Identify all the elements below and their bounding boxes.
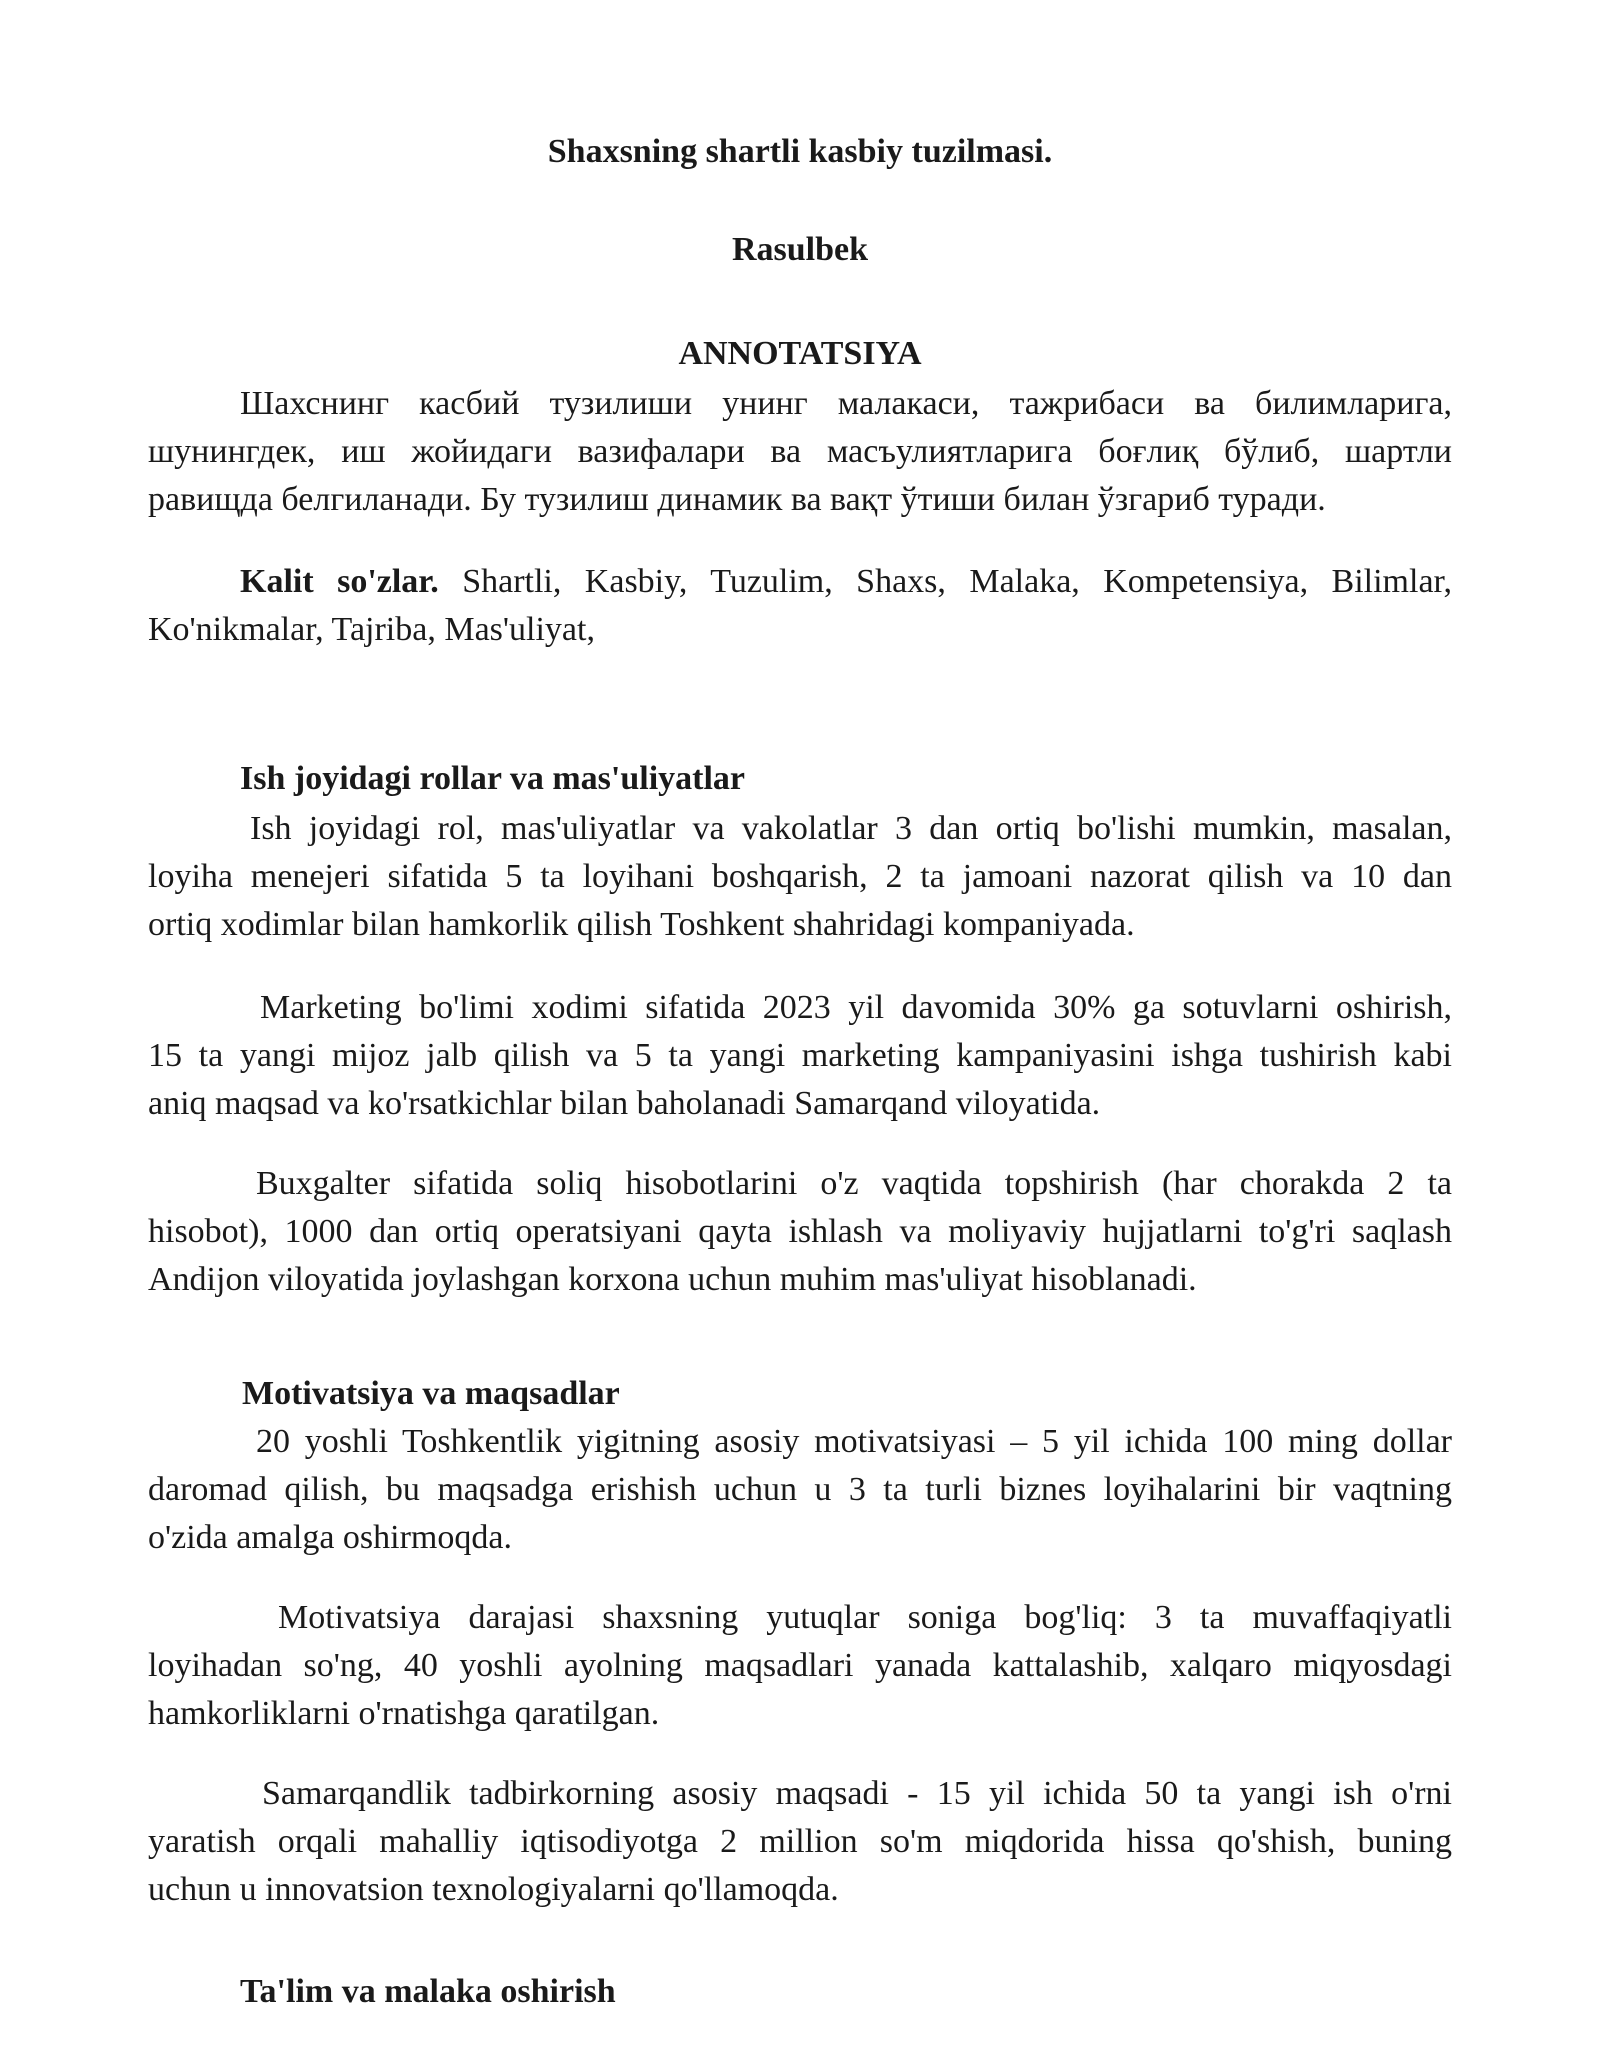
motivation-p3-line-1: Samarqandlik tadbirkorning asosiy maqsadi - 15 yil ichida 50 ta yangi ish o'rni [262, 1775, 1452, 1812]
document-title: Shaxsning shartli kasbiy tuzilmasi. [547, 133, 1053, 170]
motivation-p2-line-2: loyihadan so'ng, 40 yoshli ayolning maqsadlari yanada kattalashib, xalqaro miqyosdagi [148, 1647, 1452, 1684]
annotation-line-1: Шахснинг касбий тузилиши унинг малакаси, тажрибаси ва билимларига, [240, 385, 1452, 422]
roles-p2-line-3: aniq maqsad va ko'rsatkichlar bilan baholanadi Samarqand viloyatida. [148, 1085, 1101, 1122]
keywords-line-1 [240, 558, 1452, 606]
keywords-label: Kalit so'zlar. [240, 563, 439, 600]
roles-p1-line-2: loyiha menejeri sifatida 5 ta loyihani boshqarish, 2 ta jamoani nazorat qilish va 10 dan [148, 858, 1452, 895]
roles-p3-line-3: Andijon viloyatida joylashgan korxona uchun muhim mas'uliyat hisoblanadi. [148, 1261, 1197, 1298]
motivation-p3-line-2: yaratish orqali mahalliy iqtisodiyotga 2 million so'm miqdorida hissa qo'shish, buning [148, 1823, 1452, 1860]
motivation-p3-line-3: uchun u innovatsion texnologiyalarni qo'llamoqda. [148, 1871, 839, 1908]
motivation-p2-line-3: hamkorliklarni o'rnatishga qaratilgan. [148, 1695, 660, 1732]
section-heading-motivation: Motivatsiya va maqsadlar [242, 1375, 620, 1412]
motivation-p2-line-1: Motivatsiya darajasi shaxsning yutuqlar soniga bog'liq: 3 ta muvaffaqiyatli [278, 1599, 1452, 1636]
annotation-line-2: шунингдек, иш жойидаги вазифалари ва масъулиятларига боғлиқ бўлиб, шартли [148, 433, 1452, 470]
roles-p1-line-3: ortiq xodimlar bilan hamkorlik qilish Toshkent shahridagi kompaniyada. [148, 906, 1135, 943]
motivation-p1-line-1: 20 yoshli Toshkentlik yigitning asosiy motivatsiyasi – 5 yil ichida 100 ming dollar [256, 1423, 1452, 1460]
roles-p2-line-2: 15 ta yangi mijoz jalb qilish va 5 ta yangi marketing kampaniyasini ishga tushirish kabi [148, 1037, 1452, 1074]
section-heading-roles: Ish joyidagi rollar va mas'uliyatlar [240, 760, 746, 797]
roles-p3-line-2: hisobot), 1000 dan ortiq operatsiyani qayta ishlash va moliyaviy hujjatlarni to'g'ri saqlash [148, 1213, 1452, 1250]
author-name: Rasulbek [731, 231, 869, 268]
roles-p2-line-1: Marketing bo'limi xodimi sifatida 2023 yil davomida 30% ga sotuvlarni oshirish, [260, 989, 1452, 1026]
motivation-p1-line-2: daromad qilish, bu maqsadga erishish uchun u 3 ta turli biznes loyihalarini bir vaqtning [148, 1471, 1452, 1508]
roles-p3-line-1: Buxgalter sifatida soliq hisobotlarini o'z vaqtida topshirish (har chorakda 2 ta [256, 1165, 1452, 1202]
section-heading-education: Ta'lim va malaka oshirish [240, 1973, 616, 2010]
motivation-p1-line-3: o'zida amalga oshirmoqda. [148, 1519, 512, 1556]
annotation-heading: ANNOTATSIYA [678, 335, 922, 372]
annotation-line-3: равищда белгиланади. Бу тузилиш динамик ва вақт ўтиши билан ўзгариб туради. [148, 481, 1326, 518]
roles-p1-line-1: Ish joyidagi rol, mas'uliyatlar va vakolatlar 3 dan ortiq bo'lishi mumkin, masalan, [250, 810, 1452, 847]
keywords-list: Shartli, Kasbiy, Tuzulim, Shaxs, Malaka, Kompetensiya, Bilimlar, [462, 563, 1452, 600]
keywords-line-2: Ko'nikmalar, Tajriba, Mas'uliyat, [148, 611, 595, 648]
